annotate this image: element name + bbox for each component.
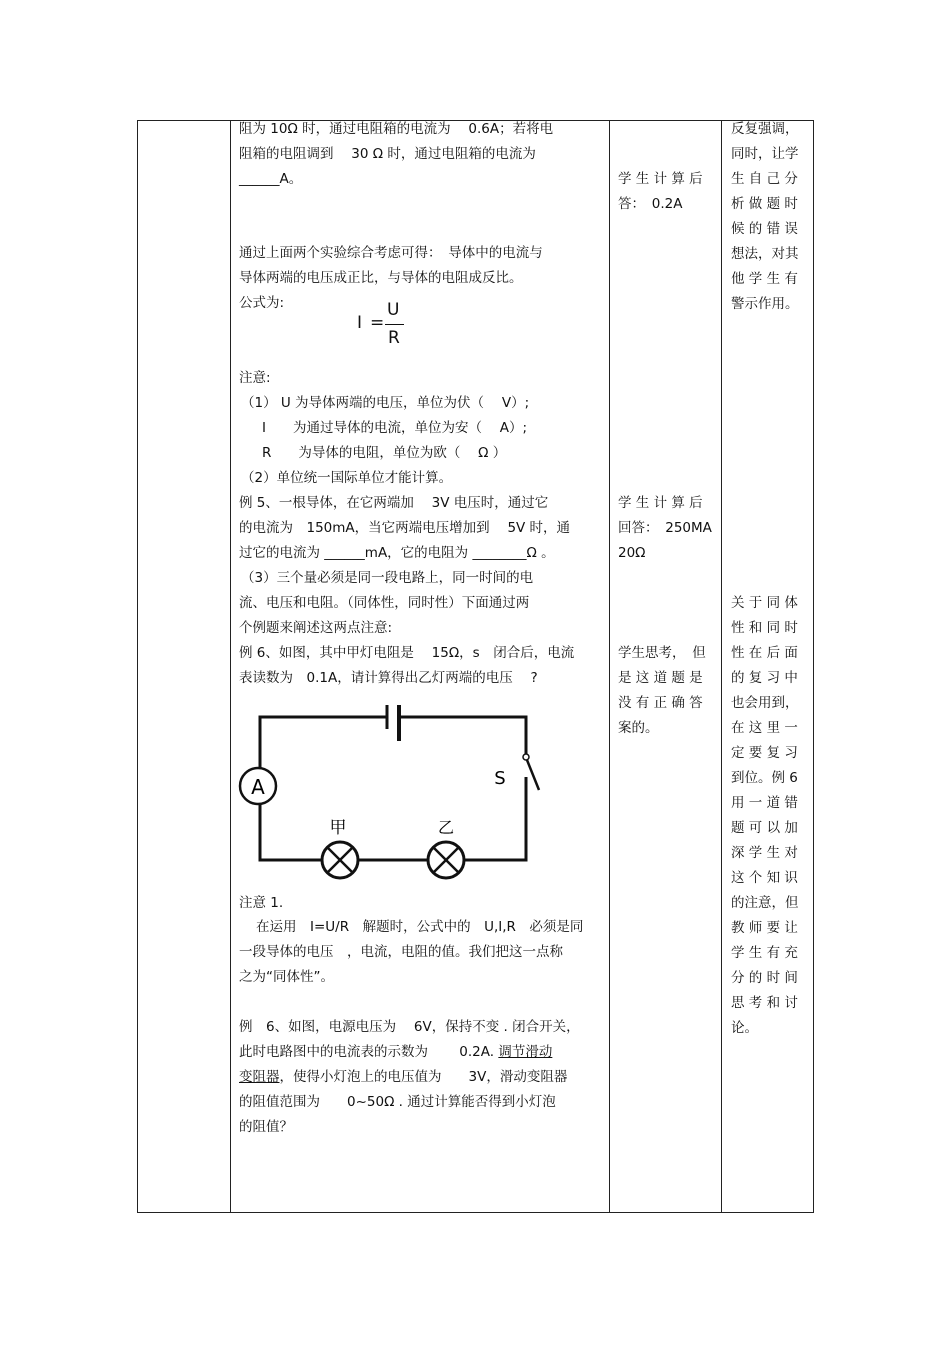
student-answer-line: 学 生 计 算 后 <box>618 171 703 187</box>
student-answer-line: 学 生 计 算 后 <box>618 495 703 511</box>
example-6b-text: ，使得小灯泡上的电压值为 3V，滑动变阻器 <box>279 1069 568 1085</box>
teacher-note-line: 性 在 后 面 <box>731 645 798 661</box>
circuit-diagram <box>236 705 546 885</box>
note-3-line: 个例题来阐述这两点注意: <box>239 620 393 636</box>
note-line: （1） U 为导体两端的电压，单位为伏（ V）; <box>241 395 530 411</box>
circuit-wire-right <box>464 777 526 860</box>
example-6b-line <box>239 1065 567 1090</box>
teacher-note-line: 学 生 有 充 <box>731 945 798 961</box>
note-3-line: （3）三个量必须是同一段电路上，同一时间的电 <box>241 570 534 586</box>
note-line: R 为导体的电阻，单位为欧（ Ω ） <box>262 445 507 461</box>
switch-label: S <box>494 768 506 789</box>
para-line: ______A。 <box>239 171 303 187</box>
switch-pivot <box>523 754 529 760</box>
circuit-wire-top-right <box>399 717 526 755</box>
note-1-title: 注意 1. <box>239 895 284 911</box>
teacher-note-line: 生 自 己 分 <box>731 171 798 187</box>
teacher-note-line: 到位。例 6 <box>731 770 798 786</box>
teacher-note-line: 论。 <box>731 1020 758 1036</box>
table-border-left <box>137 121 138 1212</box>
example-5-line: 的电流为 150mA，当它两端电压增加到 5V 时，通 <box>239 520 571 536</box>
para-line: 阻箱的电阻调到 30 Ω 时，通过电阻箱的电流为 <box>239 146 536 162</box>
teacher-note-line: 他 学 生 有 <box>731 271 798 287</box>
example-5-line: 例 5、一根导体，在它两端加 3V 电压时，通过它 <box>239 495 549 511</box>
ammeter-label: A <box>251 775 265 799</box>
circuit-wire-top-left <box>260 717 387 769</box>
teacher-note-line: 反复强调， <box>731 121 799 137</box>
para-line: 通过上面两个实验综合考虑可得： 导体中的电流与 <box>239 245 543 261</box>
formula-denominator: R <box>388 328 400 348</box>
teacher-note-line: 的 复 习 中 <box>731 670 798 686</box>
lamp-2-label: 乙 <box>437 818 455 837</box>
teacher-note-line: 定 要 复 习 <box>731 745 798 761</box>
example-6b-text: 此时电路图中的电流表的示数为 0.2A. <box>239 1044 499 1060</box>
student-answer-line: 学生思考， 但 <box>618 645 706 661</box>
teacher-note-line: 教 师 要 让 <box>731 920 798 936</box>
circuit-switch-blade <box>527 760 539 790</box>
note-line: （2）单位统一国际单位才能计算。 <box>241 470 453 486</box>
para-line: 阻为 10Ω 时，通过电阻箱的电流为 0.6A；若将电 <box>239 121 554 137</box>
teacher-note-line: 同时，让学 <box>731 146 799 162</box>
example-5-line: 过它的电流为 ______mA，它的电阻为 ________Ω 。 <box>239 545 555 561</box>
teacher-note-line: 的注意，但 <box>731 895 799 911</box>
para-line: 导体两端的电压成正比，与导体的电阻成反比。 <box>239 270 523 286</box>
teacher-note-line: 想法，对其 <box>731 246 799 262</box>
teacher-note-line: 也会用到， <box>731 695 799 711</box>
formula-numerator: U <box>387 300 400 320</box>
teacher-note-line: 深 学 生 对 <box>731 845 798 861</box>
example-6b-line <box>239 1040 552 1065</box>
circuit-wire-bottom-left <box>260 803 322 860</box>
example-6-line: 例 6、如图，其中甲灯电阻是 15Ω，s 闭合后，电流 <box>239 645 575 661</box>
note-3-line: 流、电压和电阻。（同体性，同时性）下面通过两 <box>239 595 530 611</box>
student-answer-line: 20Ω <box>618 545 646 561</box>
table-divider-1 <box>230 121 231 1212</box>
note-1-line: 在运用 I=U/R 解题时，公式中的 U,I,R 必须是同 <box>256 919 584 935</box>
table-divider-3 <box>721 121 722 1212</box>
formula-equals: = <box>370 313 385 333</box>
teacher-note-line: 这 个 知 识 <box>731 870 798 886</box>
notes-title: 注意: <box>239 370 271 386</box>
table-border-right <box>813 121 814 1212</box>
note-1-line: 之为“同体性”。 <box>239 969 334 985</box>
example-6b-line: 的阻值？ <box>239 1119 293 1135</box>
formula-current: I <box>357 313 363 333</box>
example-6b-line: 例 6、如图，电源电压为 6V，保持不变 . 闭合开关， <box>239 1019 580 1035</box>
teacher-note-line: 用 一 道 错 <box>731 795 798 811</box>
example-6-line: 表读数为 0.1A，请计算得出乙灯两端的电压 ? <box>239 670 538 686</box>
underlined-phrase: 调节滑动 <box>498 1044 553 1060</box>
student-answer-line: 没 有 正 确 答 <box>618 695 703 711</box>
note-line: I 为通过导体的电流，单位为安（ A）; <box>262 420 528 436</box>
table-divider-2 <box>609 121 610 1212</box>
teacher-note-line: 警示作用。 <box>731 296 799 312</box>
student-answer-line: 回答： 250MA <box>618 520 712 536</box>
note-1-line: 一段导体的电压 ，电流，电阻的值。我们把这一点称 <box>239 944 563 960</box>
teacher-note-line: 在 这 里 一 <box>731 720 798 736</box>
para-line: 公式为: <box>239 295 285 311</box>
formula-fraction-bar <box>385 324 404 325</box>
teacher-note-line: 思 考 和 讨 <box>731 995 798 1011</box>
teacher-note-line: 分 的 时 间 <box>731 970 798 986</box>
teacher-note-line: 题 可 以 加 <box>731 820 798 836</box>
teacher-note-line: 候 的 错 误 <box>731 221 798 237</box>
student-answer-line: 案的。 <box>618 720 659 736</box>
teacher-note-line: 析 做 题 时 <box>731 196 798 212</box>
table-bottom-border <box>137 1212 814 1213</box>
lamp-1-label: 甲 <box>329 818 347 838</box>
student-answer-line: 是 这 道 题 是 <box>618 670 703 686</box>
teacher-note-line: 性 和 同 时 <box>731 620 798 636</box>
student-answer-line: 答： 0.2A <box>618 196 683 212</box>
teacher-note-line: 关 于 同 体 <box>731 595 798 611</box>
example-6b-line: 的阻值范围为 0~50Ω . 通过计算能否得到小灯泡 <box>239 1094 556 1110</box>
underlined-phrase: 变阻器 <box>239 1069 280 1085</box>
